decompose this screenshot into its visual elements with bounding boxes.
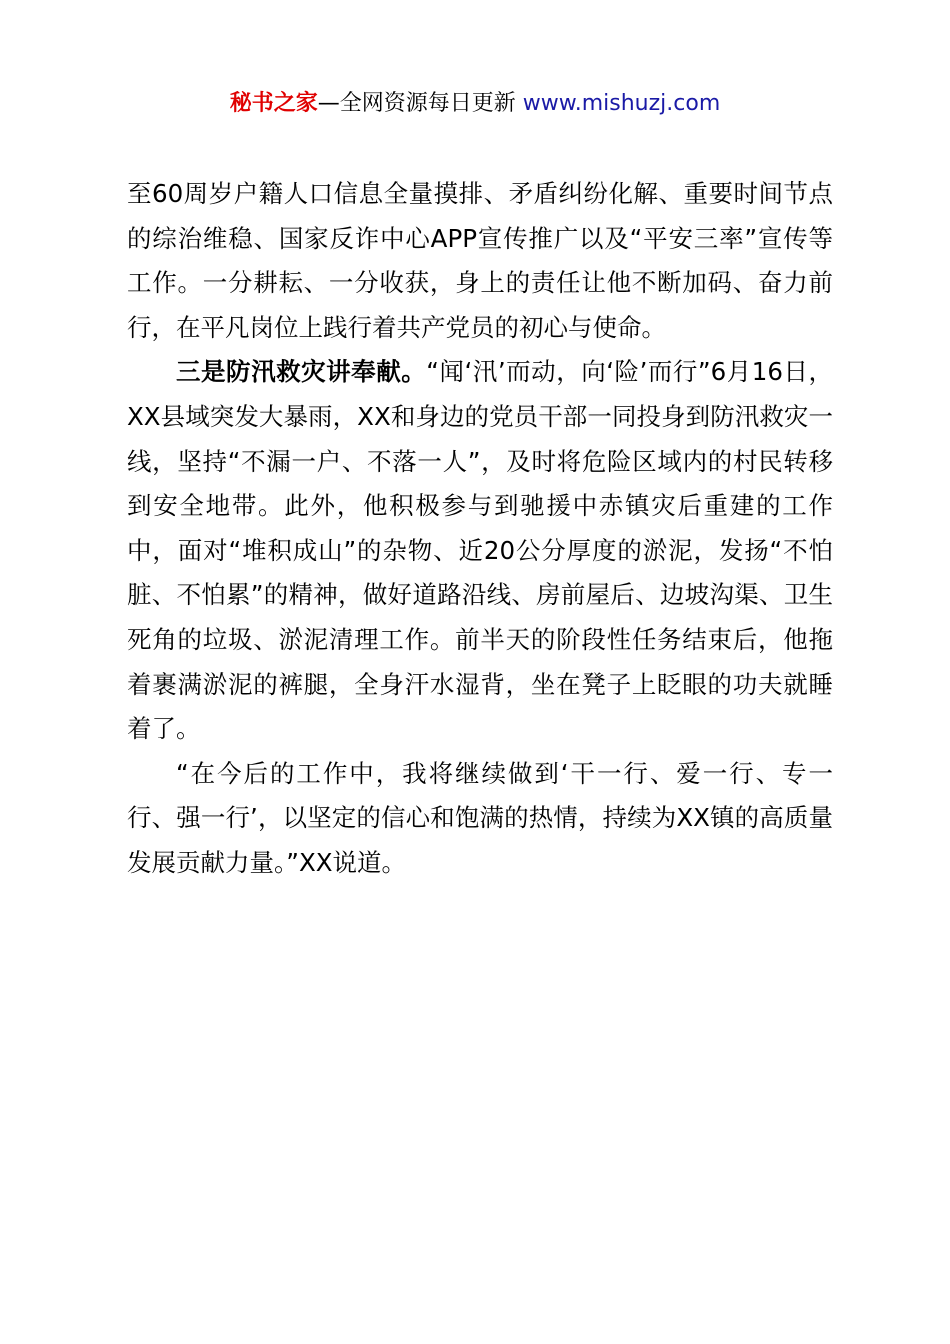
page-header bbox=[0, 88, 950, 120]
paragraph-2-lead: 三是防汛救灾讲奉献。 bbox=[176, 357, 427, 387]
paragraph-3-text: “在今后的工作中，我将继续做到‘干一行、爱一行、专一行、强一行’，以坚定的信心和饱满的热情，持续为XX镇的高质量发展贡献力量。”XX说道。 bbox=[127, 758, 833, 877]
header-url-link[interactable]: www.mishuzj.com bbox=[522, 91, 721, 116]
paragraph-2-text: “闻‘汛’而动，向‘险’而行”6月16日，XX县域突发大暴雨，XX和身边的党员干部一同投身到防汛救灾一线，坚持“不漏一户、不落一人”，及时将危险区域内的村民转移到安全地带。此外，他积极参与到驰援中赤镇灾后重建的工作中，面对“堆积成山”的杂物、近20公分厚度的淤泥，发扬“不怕脏、不怕累”的精神，做好道路沿线、房前屋后、边坡沟渠、卫生死角的垃圾、淤泥清理工作。前半天的阶段性任务结束后，他拖着裹满淤泥的裤腿，全身汗水湿背，坐在凳子上眨眼的功夫就睡着了。 bbox=[127, 357, 833, 744]
header-tagline: —全网资源每日更新 bbox=[317, 91, 523, 116]
paragraph-2 bbox=[127, 350, 833, 751]
paragraph-3 bbox=[127, 752, 833, 886]
header-brand: 秘书之家 bbox=[229, 91, 318, 116]
paragraph-1-text: 至60周岁户籍人口信息全量摸排、矛盾纠纷化解、重要时间节点的综治维稳、国家反诈中心APP宣传推广以及“平安三率”宣传等工作。一分耕耘、一分收获，身上的责任让他不断加码、奋力前行，在平凡岗位上践行着共产党员的初心与使命。 bbox=[127, 179, 833, 342]
paragraph-1 bbox=[127, 172, 833, 350]
document-body bbox=[127, 172, 833, 886]
